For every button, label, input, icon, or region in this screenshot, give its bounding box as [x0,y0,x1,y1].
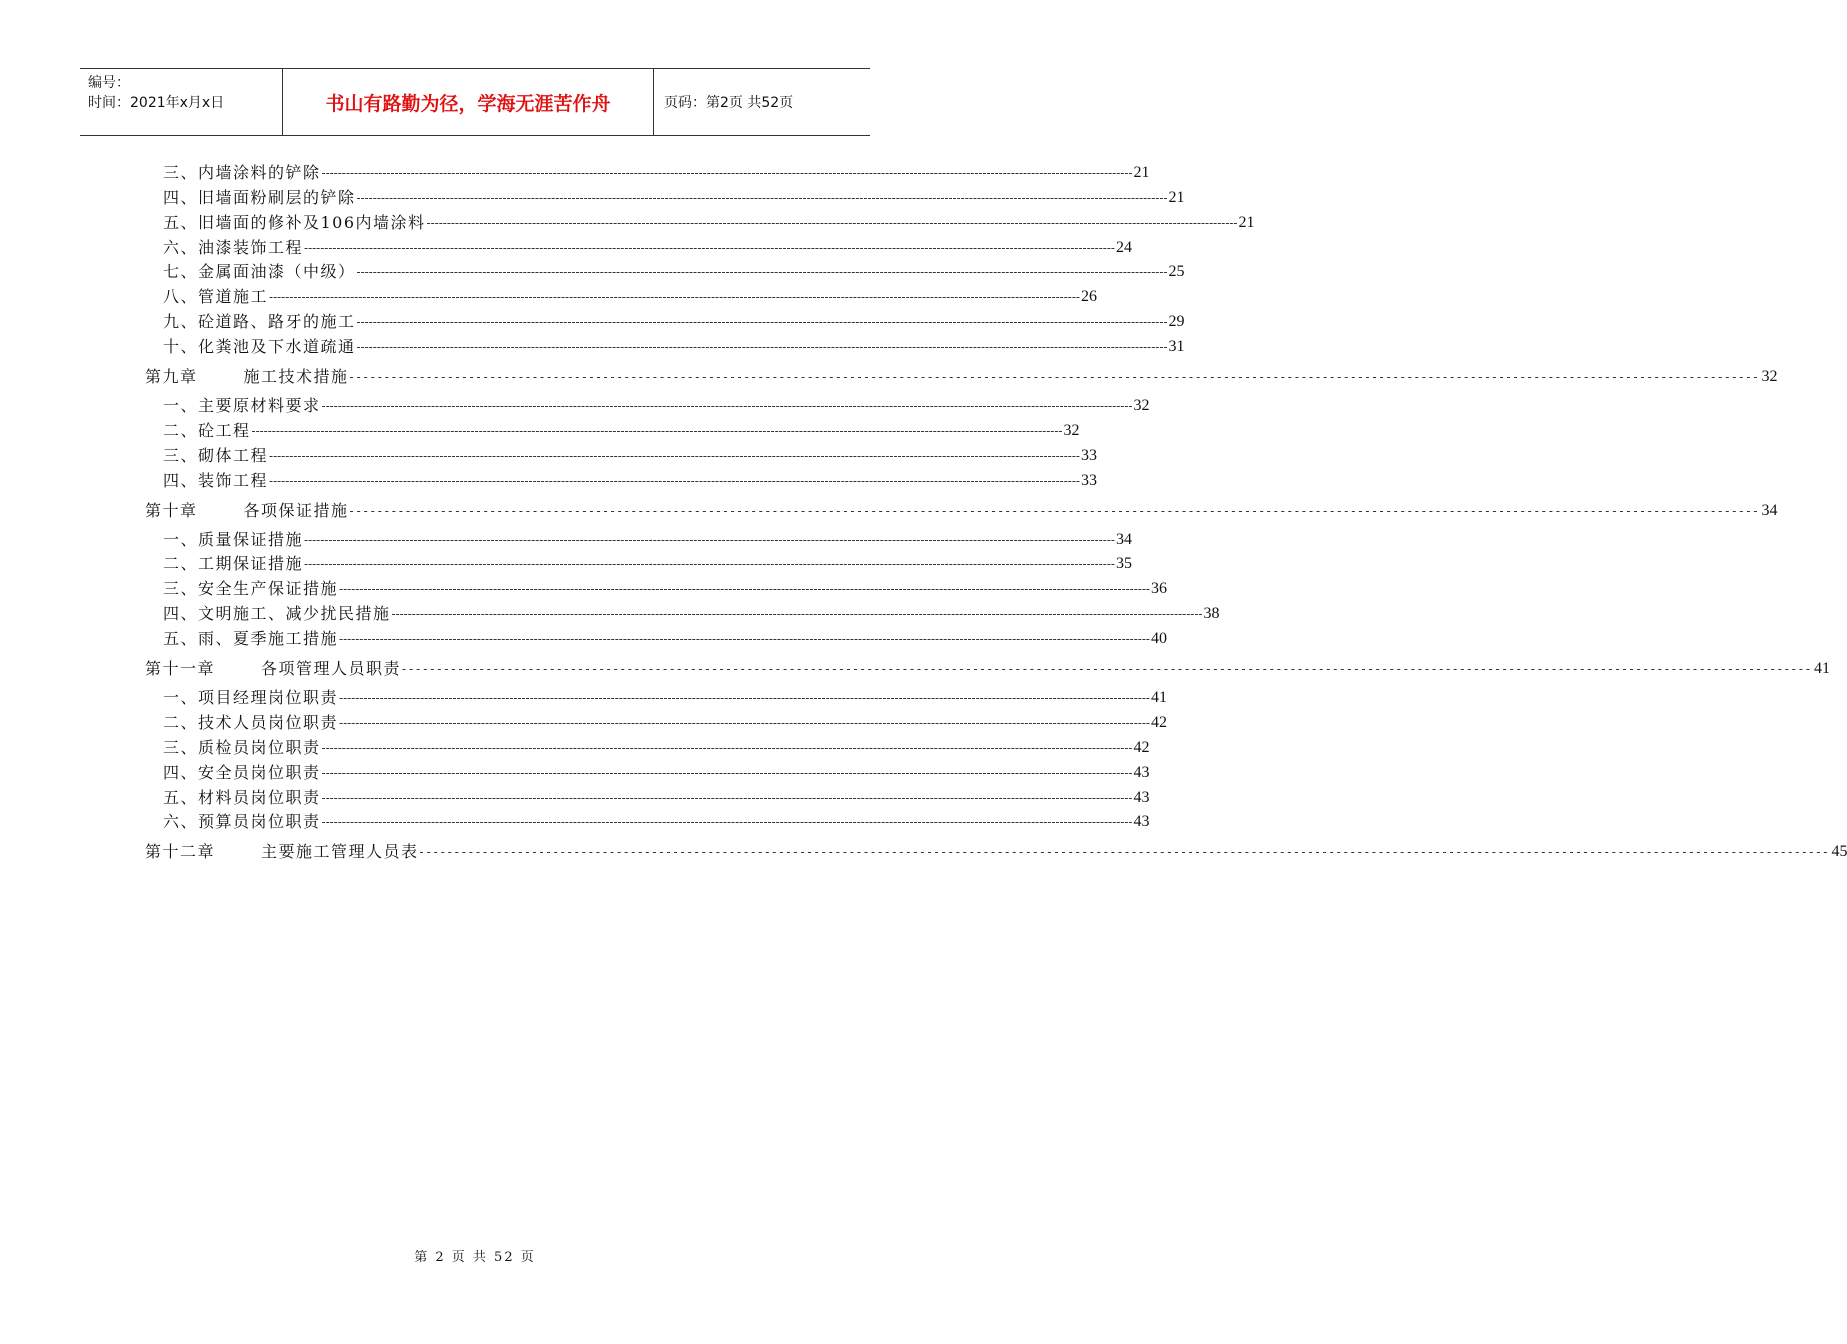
document-number-label: 编号： [88,75,130,91]
table-of-contents [145,158,1847,866]
toc-entry-title: 二、砼工程 [163,420,251,440]
toc-leader: -------------------------------------------------------------------------------------------------------------------------------------------------------------------------------------------------------- [269,290,1080,305]
toc-entry-title: 一、主要原材料要求 [163,396,321,416]
toc-page-number: 24 [1115,238,1132,256]
header-page-info: 页码：第2页 共52页 [664,95,794,111]
toc-entry-title: 一、项目经理岗位职责 [163,688,339,708]
toc-leader: -------------------------------------------------------------------------------------------------------------------------------------------------------------------------------------------------------- [356,315,1168,330]
toc-leader: -------------------------------------------------------------------------------------------------------------------------------------------------------------------------------------------------------- [321,740,1133,755]
toc-entry-title: 四、旧墙面粉刷层的铲除 [163,187,356,207]
toc-section-entry[interactable] [145,758,1150,783]
toc-page-number: 33 [1080,446,1097,464]
toc-page-number: 33 [1080,471,1097,489]
toc-leader: -------------------------------------------------------------------------------------------------------------------------------------------------------------------------------------------------------- [321,765,1133,780]
toc-page-number: 43 [1133,788,1150,806]
header-meta [80,69,282,135]
toc-entry-title: 三、内墙涂料的铲除 [163,162,321,182]
toc-leader: -------------------------------------------------------------------------------------------------------------------------------------------------------------------------------------------------------- [356,340,1168,355]
toc-entry-title: 三、砌体工程 [163,445,269,465]
document-date: 时间：2021年x月x日 [88,95,225,111]
toc-chapter-title: 各项管理人员职责 [261,659,402,679]
toc-entry-title: 五、旧墙面的修补及106内墙涂料 [163,212,426,232]
toc-section-entry[interactable] [145,599,1220,624]
toc-entry-title: 六、预算员岗位职责 [163,812,321,832]
toc-chapter-number: 第十一章 [145,659,216,679]
toc-leader: -------------------------------------------------------------------------------------------------------------------------------------------------------------------------------------------------------- [304,557,1115,572]
toc-leader: -------------------------------------------------------------------------------------------------------------------------------------------------------------------------------------------------------- [339,715,1150,730]
toc-leader: -------------------------------------------------------------------------------------------------------------------------------------------------------------------------------------------------------- [304,240,1115,255]
toc-leader: -------------------------------------------------------------------------------------------------------------------------------------------------------------------------------------------------------- [321,399,1133,414]
toc-section-entry[interactable] [145,574,1167,599]
toc-section-entry[interactable] [145,525,1132,550]
toc-leader: -------------------------------------------------------------------------------------------------------------------------------------------------------------------------------------------------------- [426,215,1238,230]
toc-chapter-entry[interactable] [145,832,1847,866]
toc-section-entry[interactable] [145,683,1167,708]
toc-page-number: 35 [1115,555,1132,573]
toc-page-number: 38 [1203,605,1220,623]
toc-section-entry[interactable] [145,332,1185,357]
toc-page-number: 32 [1133,397,1150,415]
toc-entry-title [145,659,401,679]
toc-page-number: 41 [1813,660,1830,678]
toc-section-entry[interactable] [145,233,1132,258]
toc-entry-title [145,842,419,862]
toc-page-number: 32 [1761,368,1778,386]
toc-leader: -------------------------------------------------------------------------------------------------------------------------------------------------------------------------------------------------------- [349,503,1761,518]
toc-entry-title: 四、文明施工、减少扰民措施 [163,604,391,624]
toc-page-number: 21 [1238,213,1255,231]
toc-section-entry[interactable] [145,733,1150,758]
toc-leader: -------------------------------------------------------------------------------------------------------------------------------------------------------------------------------------------------------- [356,265,1168,280]
toc-page-number: 36 [1150,580,1167,598]
toc-entry-title: 四、安全员岗位职责 [163,762,321,782]
toc-page-number: 40 [1150,630,1167,648]
toc-entry-title: 五、材料员岗位职责 [163,787,321,807]
toc-chapter-entry[interactable] [145,649,1830,683]
toc-leader: -------------------------------------------------------------------------------------------------------------------------------------------------------------------------------------------------------- [339,632,1150,647]
toc-page-number: 21 [1133,163,1150,181]
toc-page-number: 21 [1168,188,1185,206]
toc-section-entry[interactable] [145,391,1150,416]
toc-chapter-number: 第十二章 [145,842,216,862]
toc-chapter-title: 施工技术措施 [243,367,349,387]
toc-leader: -------------------------------------------------------------------------------------------------------------------------------------------------------------------------------------------------------- [349,370,1761,385]
toc-section-entry[interactable] [145,258,1185,283]
toc-section-entry[interactable] [145,307,1185,332]
toc-leader: -------------------------------------------------------------------------------------------------------------------------------------------------------------------------------------------------------- [251,423,1063,438]
toc-section-entry[interactable] [145,550,1132,575]
toc-leader: -------------------------------------------------------------------------------------------------------------------------------------------------------------------------------------------------------- [419,845,1831,860]
toc-entry-title: 三、安全生产保证措施 [163,579,339,599]
toc-leader: -------------------------------------------------------------------------------------------------------------------------------------------------------------------------------------------------------- [402,662,1813,677]
toc-entry-title [145,367,349,387]
toc-section-entry[interactable] [145,624,1167,649]
toc-section-entry[interactable] [145,708,1167,733]
toc-page-number: 29 [1168,313,1185,331]
toc-page-number: 34 [1115,530,1132,548]
toc-entry-title: 七、金属面油漆（中级） [163,262,356,282]
toc-section-entry[interactable] [145,183,1185,208]
toc-page-number: 42 [1150,713,1167,731]
toc-section-entry[interactable] [145,416,1080,441]
toc-section-entry[interactable] [145,783,1150,808]
toc-page-number: 32 [1063,421,1080,439]
toc-entry-title: 五、雨、夏季施工措施 [163,629,339,649]
toc-entry-title: 一、质量保证措施 [163,529,304,549]
toc-page-number: 26 [1080,288,1097,306]
toc-entry-title: 九、砼道路、路牙的施工 [163,312,356,332]
toc-section-entry[interactable] [145,208,1255,233]
toc-leader: -------------------------------------------------------------------------------------------------------------------------------------------------------------------------------------------------------- [339,582,1150,597]
toc-leader: -------------------------------------------------------------------------------------------------------------------------------------------------------------------------------------------------------- [321,815,1133,830]
toc-section-entry[interactable] [145,466,1097,491]
toc-leader: -------------------------------------------------------------------------------------------------------------------------------------------------------------------------------------------------------- [321,790,1133,805]
toc-chapter-entry[interactable] [145,357,1778,391]
toc-leader: -------------------------------------------------------------------------------------------------------------------------------------------------------------------------------------------------------- [339,691,1150,706]
toc-page-number: 43 [1133,813,1150,831]
toc-page-number: 31 [1168,338,1185,356]
toc-entry-title [145,501,349,521]
toc-chapter-number: 第十章 [145,500,198,520]
page-footer: 第 2 页 共 52 页 [414,1250,536,1265]
toc-entry-title: 三、质检员岗位职责 [163,737,321,757]
toc-entry-title: 六、油漆装饰工程 [163,237,304,257]
toc-section-entry[interactable] [145,808,1150,833]
page-header [80,68,870,136]
toc-chapter-number: 第九章 [145,367,198,387]
toc-leader: -------------------------------------------------------------------------------------------------------------------------------------------------------------------------------------------------------- [269,448,1080,463]
toc-page-number: 34 [1761,501,1778,519]
toc-page-number: 25 [1168,263,1185,281]
toc-page-number: 42 [1133,738,1150,756]
toc-page-number: 41 [1150,689,1167,707]
toc-leader: -------------------------------------------------------------------------------------------------------------------------------------------------------------------------------------------------------- [321,165,1133,180]
toc-entry-title: 八、管道施工 [163,287,269,307]
toc-section-entry[interactable] [145,282,1097,307]
toc-page-number: 45 [1831,843,1847,861]
toc-entry-title: 二、工期保证措施 [163,554,304,574]
toc-leader: -------------------------------------------------------------------------------------------------------------------------------------------------------------------------------------------------------- [269,473,1080,488]
toc-page-number: 43 [1133,763,1150,781]
toc-chapter-title: 各项保证措施 [243,500,349,520]
toc-entry-title: 二、技术人员岗位职责 [163,712,339,732]
toc-leader: -------------------------------------------------------------------------------------------------------------------------------------------------------------------------------------------------------- [304,532,1115,547]
toc-leader: -------------------------------------------------------------------------------------------------------------------------------------------------------------------------------------------------------- [391,607,1203,622]
toc-entry-title: 十、化粪池及下水道疏通 [163,337,356,357]
toc-chapter-entry[interactable] [145,491,1778,525]
toc-section-entry[interactable] [145,441,1097,466]
toc-chapter-title: 主要施工管理人员表 [261,842,419,862]
toc-leader: -------------------------------------------------------------------------------------------------------------------------------------------------------------------------------------------------------- [356,190,1168,205]
toc-section-entry[interactable] [145,158,1150,183]
toc-entry-title: 四、装饰工程 [163,470,269,490]
header-motto: 书山有路勤为径，学海无涯苦作舟 [282,69,654,135]
